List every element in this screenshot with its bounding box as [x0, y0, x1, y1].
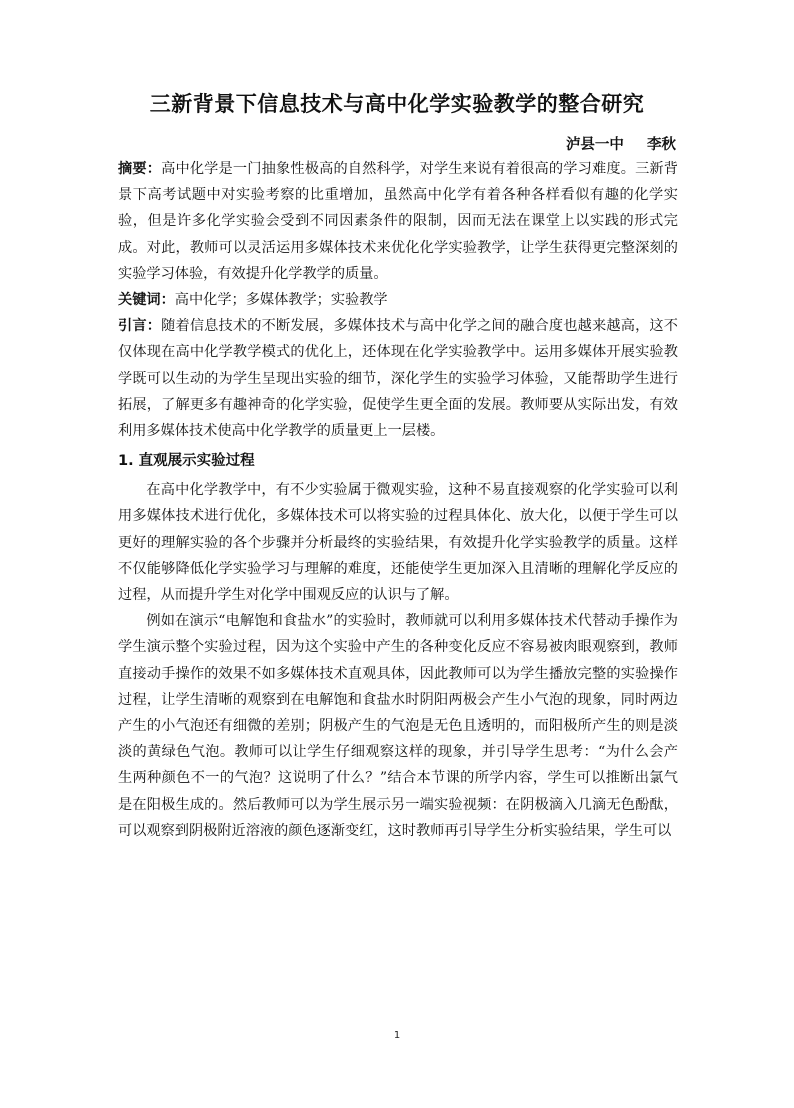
introduction-paragraph — [118, 313, 678, 444]
keywords-text: 高中化学；多媒体教学；实验教学 — [174, 292, 388, 309]
introduction-label: 引言： — [118, 318, 162, 335]
section-paragraph-1: 在高中化学教学中，有不少实验属于微观实验，这种不易直接观察的化学实验可以利用多媒体技术进行优化，多媒体技术可以将实验的过程具体化、放大化，以便于学生可以更好的理解实验的各个步骤并分析最终的实验结果，有效提升化学实验教学的质量。这样不仅能够降低化学实验学习与理解的难度，还能使学生更加深入且清晰的理解化学反应的过程，从而提升学生对化学中围观反应的认识与了解。 — [118, 482, 678, 604]
section-paragraph-2: 例如在演示“电解饱和食盐水”的实验时，教师就可以利用多媒体技术代替动手操作为学生演示整个实验过程，因为这个实验中产生的各种变化反应不容易被肉眼观察到，教师直接动手操作的效果不如多媒体技术直观具体，因此教师可以为学生播放完整的实验操作过程，让学生清晰的观察到在电解饱和食盐水时阴阳两极会产生小气泡的现象，同时两边产生的小气泡还有细微的差别；阴极产生的气泡是无色且透明的，而阳极所产生的则是淡淡的黄绿色气泡。教师可以让学生仔细观察这样的现象，并引导学生思考：“为什么会产生两种颜色不一的气泡？这说明了什么？”结合本节课的所学内容，学生可以推断出氯气是在阳极生成的。然后教师可以为学生展示另一端实验视频：在阴极滴入几滴无色酚酞，可以观察到阴极附近溶液的颜色逐渐变红，这时教师再引导学生分析实验结果，学生可以 — [118, 613, 678, 839]
document-title: 三新背景下信息技术与高中化学实验教学的整合研究 — [149, 92, 645, 116]
keywords-paragraph — [118, 287, 678, 313]
keywords-label: 关键词： — [118, 292, 175, 309]
introduction-text: 随着信息技术的不断发展，多媒体技术与高中化学之间的融合度也越来越高，这不仅体现在高中化学教学模式的优化上，还体现在化学实验教学中。运用多媒体开展实验教学既可以生动的为学生呈现出实验的细节，深化学生的实验学习体验，又能帮助学生进行拓展，了解更多有趣神奇的化学实验，促使学生更全面的发展。教师要从实际出发，有效利用多媒体技术使高中化学教学的质量更上一层楼。 — [118, 318, 678, 440]
page-number: 1 — [393, 1030, 401, 1041]
section-heading: 1. 直观展示实验过程 — [118, 453, 255, 470]
document-body — [118, 156, 678, 844]
abstract-label: 摘要： — [118, 161, 162, 177]
abstract-text: 高中化学是一门抽象性极高的自然科学，对学生来说有着很高的学习难度。三新背景下高考试题中对实验考察的比重增加，虽然高中化学有着各种各样看似有趣的化学实验，但是许多化学实验会受到不同因素条件的限制，因而无法在课堂上以实践的形式完成。对此，教师可以灵活运用多媒体技术来优化化学实验教学，让学生获得更完整深刻的实验学习体验，有效提升化学教学的质量。 — [118, 161, 678, 282]
abstract-paragraph — [118, 156, 678, 287]
author-line: 泸县一中 李秋 — [565, 137, 676, 153]
